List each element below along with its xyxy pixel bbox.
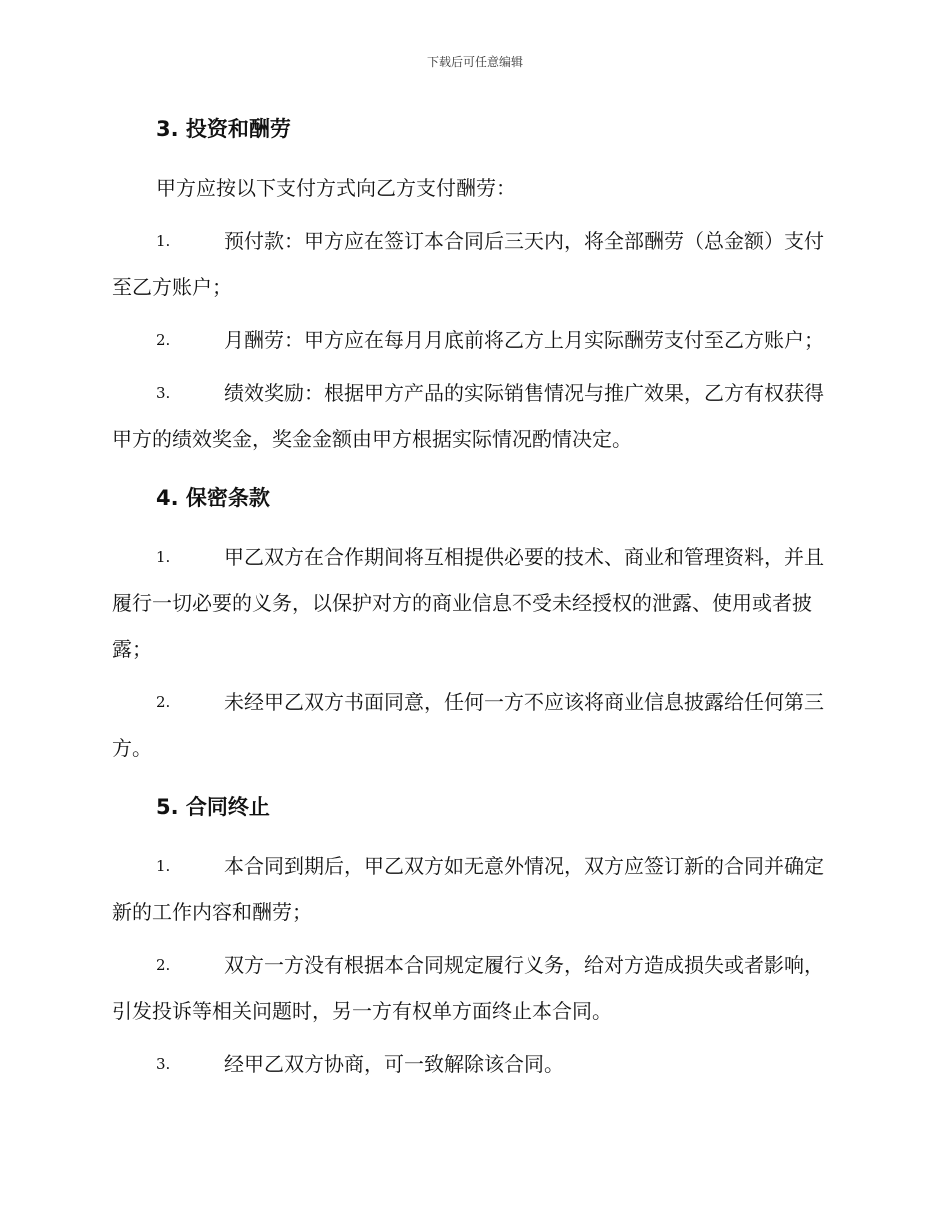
section-title: 5. 合同终止 [156, 795, 270, 819]
list-item [112, 317, 834, 363]
item-number: 3. [156, 384, 171, 402]
section-title: 4. 保密条款 [156, 486, 270, 510]
item-number: 1. [156, 548, 171, 566]
item-number: 2. [156, 956, 171, 974]
item-number: 2. [156, 331, 171, 349]
item-text: 未经甲乙双方书面同意，任何一方不应该将商业信息披露给任何第三方。 [112, 690, 824, 760]
list-item [112, 370, 834, 462]
item-text: 甲乙双方在合作期间将互相提供必要的技术、商业和管理资料，并且履行一切必要的义务，以保护对方的商业信息不受未经授权的泄露、使用或者披露； [112, 545, 824, 661]
section-title: 3. 投资和酬劳 [156, 117, 291, 141]
item-number: 2. [156, 693, 171, 711]
section-termination [112, 790, 834, 1087]
item-text: 预付款：甲方应在签订本合同后三天内，将全部酬劳（总金额）支付至乙方账户； [112, 229, 824, 299]
section-confidentiality [112, 481, 834, 771]
item-text: 经甲乙双方协商，可一致解除该合同。 [224, 1052, 564, 1076]
item-text: 本合同到期后，甲乙双方如无意外情况，双方应签订新的合同并确定新的工作内容和酬劳； [112, 854, 824, 924]
list-item [112, 218, 834, 310]
item-number: 1. [156, 857, 171, 875]
list-item [112, 1041, 834, 1087]
section-investment-payment [112, 112, 834, 462]
list-item [112, 942, 834, 1034]
item-text: 双方一方没有根据本合同规定履行义务，给对方造成损失或者影响，引发投诉等相关问题时，另一方有权单方面终止本合同。 [112, 953, 824, 1023]
list-item [112, 843, 834, 935]
list-item [112, 534, 834, 672]
item-number: 3. [156, 1055, 171, 1073]
item-text: 绩效奖励：根据甲方产品的实际销售情况与推广效果，乙方有权获得甲方的绩效奖金，奖金金额由甲方根据实际情况酌情决定。 [112, 381, 824, 451]
list-item [112, 679, 834, 771]
item-text: 月酬劳：甲方应在每月月底前将乙方上月实际酬劳支付至乙方账户； [224, 328, 824, 352]
item-number: 1. [156, 232, 171, 250]
section-intro: 甲方应按以下支付方式向乙方支付酬劳： [156, 176, 516, 200]
document-body [112, 112, 834, 1106]
page-header: 下载后可任意编辑 [426, 55, 523, 69]
